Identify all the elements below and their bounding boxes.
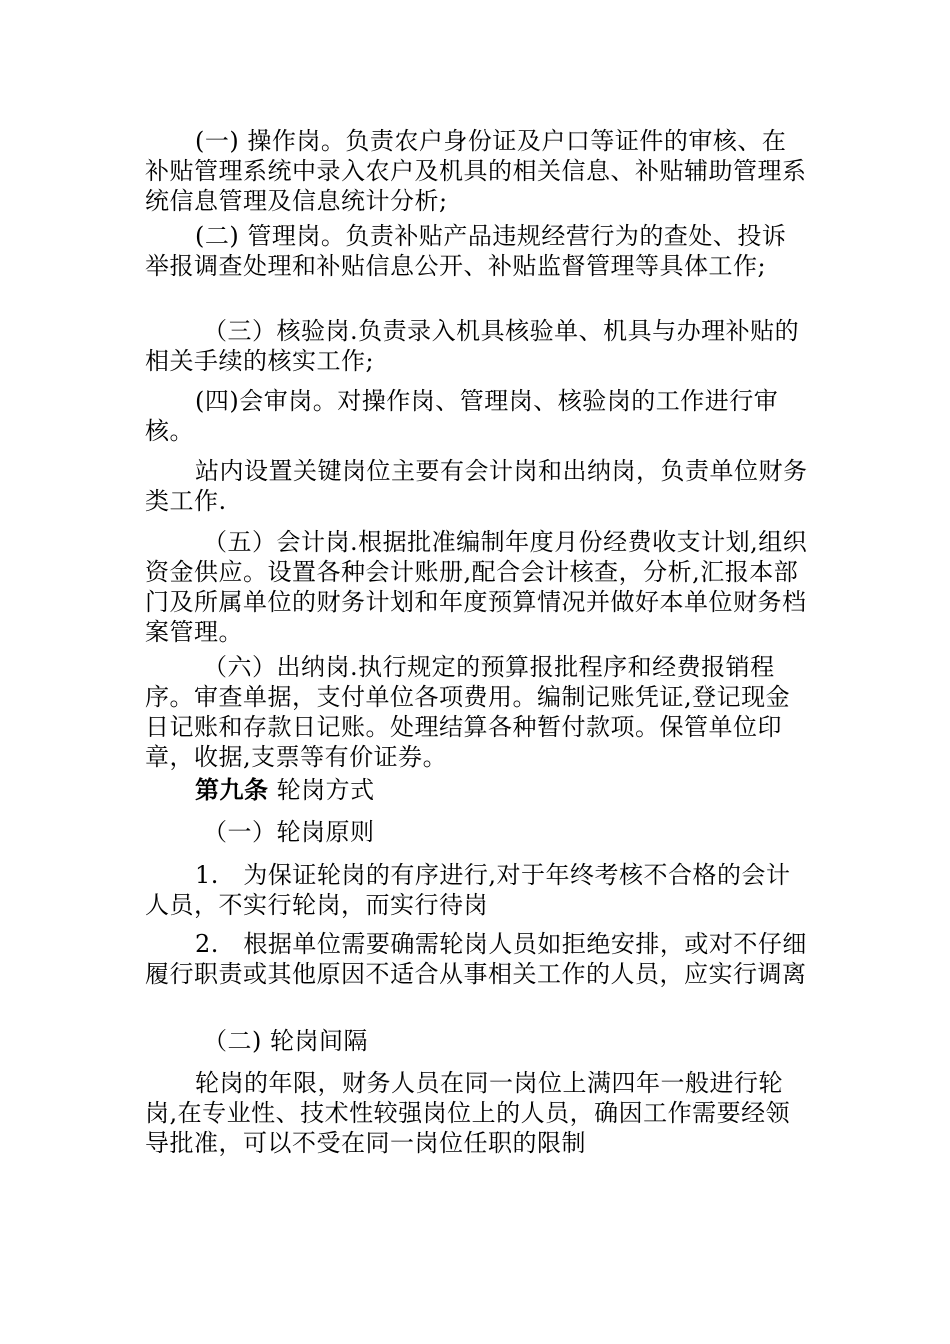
list-item-1: 1. 为保证轮岗的有序进行,对于年终考核不合格的会计人员，不实行轮岗，而实行待岗: [145, 861, 791, 919]
list-item-2: 2. 根据单位需要确需轮岗人员如拒绝安排，或对不仔细履行职责或其他原因不适合从事相关工作的人员，应实行调离: [145, 930, 807, 988]
paragraph-verification-post: （三）核验岗.负责录入机具核验单、机具与办理补贴的相关手续的核实工作;: [145, 317, 800, 375]
paragraph-review-post: (四)会审岗。对操作岗、管理岗、核验岗的工作进行审核。: [145, 387, 779, 445]
article-heading: [145, 775, 810, 805]
paragraph-key-posts: 站内设置关键岗位主要有会计岗和出纳岗，负责单位财务类工作.: [145, 457, 808, 515]
paragraph-cashier-post: （六）出纳岗.执行规定的预算报批程序和经费报销程序。审查单据，支付单位各项费用。编制记账凭证,登记现金日记账和存款日记账。处理结算各种暂付款项。保管单位印章，收据,支票等有价证券。: [145, 653, 791, 771]
paragraph-accountant-post: （五）会计岗.根据批准编制年度月份经费收支计划,组织资金供应。设置各种会计账册,配合会计核查，分析,汇报本部门及所属单位的财务计划和年度预算情况并做好本单位财务档案管理。: [145, 528, 808, 646]
paragraph-rotation-term: 轮岗的年限，财务人员在同一岗位上满四年一般进行轮岗,在专业性、技术性较强岗位上的人员，确因工作需要经领导批准，可以不受在同一岗位任职的限制: [145, 1069, 791, 1157]
article-number: 第九条: [195, 775, 269, 804]
section-rotation-interval: （二) 轮岗间隔: [203, 1027, 368, 1055]
section-rotation-principle: （一）轮岗原则: [203, 818, 375, 846]
paragraph-management-post: (二) 管理岗。负责补贴产品违规经营行为的查处、投诉举报调查处理和补贴信息公开、补贴监督管理等具体工作;: [145, 222, 787, 280]
paragraph-operation-post: (一) 操作岗。负责农户身份证及户口等证件的审核、在补贴管理系统中录入农户及机具的相关信息、补贴辅助管理系统信息管理及信息统计分析;: [145, 127, 807, 215]
article-title: 轮岗方式: [268, 776, 375, 804]
